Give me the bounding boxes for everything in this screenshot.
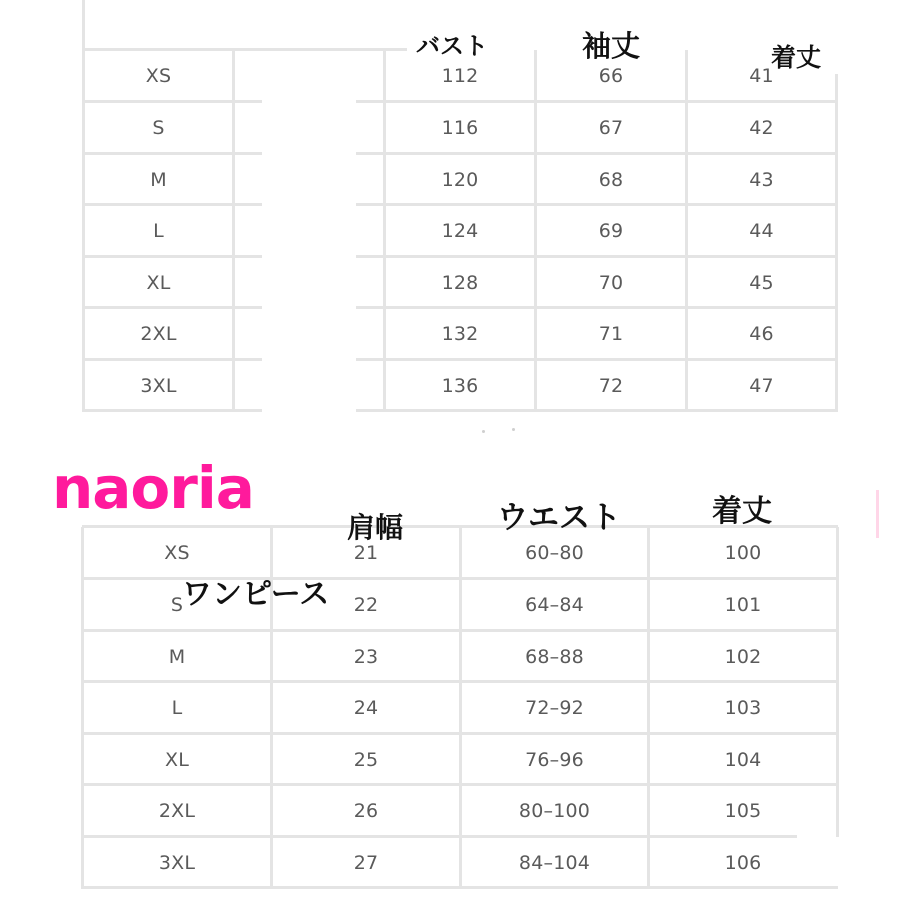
cell-size: XL <box>164 748 189 771</box>
cell-length: 100 <box>724 541 762 564</box>
cell-bust: 124 <box>441 219 479 242</box>
cell-size: S <box>152 116 165 139</box>
cell-length: 47 <box>749 374 774 397</box>
cell-shoulder: 24 <box>353 696 379 719</box>
cell-size: XS <box>145 64 172 87</box>
cell-sleeve: 68 <box>598 168 624 191</box>
cell-shoulder: 26 <box>353 799 379 822</box>
header-waist: ウエスト <box>497 500 621 536</box>
header-shoulder: 肩幅 <box>347 511 404 544</box>
grid-line <box>836 527 839 837</box>
edge-mark <box>876 490 879 538</box>
cell-sleeve: 71 <box>598 322 624 345</box>
grid-line <box>835 50 838 412</box>
cell-sleeve: 72 <box>598 374 624 397</box>
cell-size: 3XL <box>140 374 177 397</box>
cell-length: 104 <box>724 748 762 771</box>
cell-length: 43 <box>749 168 774 191</box>
cell-waist: 76–96 <box>525 748 584 771</box>
cell-length: 45 <box>749 271 774 294</box>
cell-length: 101 <box>724 593 762 616</box>
cell-length: 105 <box>724 799 762 822</box>
cell-length: 106 <box>724 851 762 874</box>
cell-shoulder: 27 <box>353 851 379 874</box>
cell-waist: 68–88 <box>525 645 584 668</box>
cell-bust: 112 <box>441 64 479 87</box>
cell-size: M <box>168 645 186 668</box>
speck <box>482 430 485 433</box>
speck <box>512 428 515 431</box>
cell-size: XS <box>164 541 190 564</box>
cell-size: S <box>170 593 184 616</box>
cell-length: 44 <box>749 219 774 242</box>
grid-line <box>232 50 235 412</box>
cell-size: M <box>150 168 167 191</box>
cell-length: 103 <box>724 696 762 719</box>
cell-length: 102 <box>724 645 762 668</box>
cell-shoulder: 23 <box>353 645 379 668</box>
cell-size: L <box>153 219 164 242</box>
cell-shoulder: 25 <box>353 748 379 771</box>
cell-bust: 128 <box>441 271 479 294</box>
cell-waist: 84–104 <box>518 851 591 874</box>
header-bust: バスト <box>416 32 488 60</box>
cell-shoulder: 22 <box>353 593 379 616</box>
cell-length: 41 <box>749 64 774 87</box>
cell-bust: 116 <box>441 116 479 139</box>
cell-bust: 136 <box>441 374 479 397</box>
product-label: ワンピース <box>182 577 330 612</box>
cell-bust: 132 <box>441 322 479 345</box>
cell-size: L <box>171 696 183 719</box>
cell-waist: 64–84 <box>525 593 584 616</box>
cell-size: 3XL <box>158 851 196 874</box>
cell-sleeve: 69 <box>598 219 624 242</box>
cell-waist: 60–80 <box>525 541 584 564</box>
header-sleeve: 袖丈 <box>582 29 641 63</box>
cell-sleeve: 70 <box>598 271 624 294</box>
header-length: 着丈 <box>771 43 822 72</box>
cell-waist: 72–92 <box>525 696 584 719</box>
cell-length: 42 <box>749 116 774 139</box>
cell-sleeve: 66 <box>598 64 624 87</box>
cell-shoulder: 21 <box>353 541 379 564</box>
mask <box>262 52 356 412</box>
cell-length: 46 <box>749 322 774 345</box>
header-length: 着丈 <box>712 494 772 529</box>
cell-bust: 120 <box>441 168 479 191</box>
cell-size: 2XL <box>158 799 196 822</box>
cell-size: XL <box>146 271 171 294</box>
cell-waist: 80–100 <box>518 799 591 822</box>
cell-sleeve: 67 <box>598 116 624 139</box>
brand-logo: naoria <box>52 454 254 522</box>
cell-size: 2XL <box>140 322 177 345</box>
